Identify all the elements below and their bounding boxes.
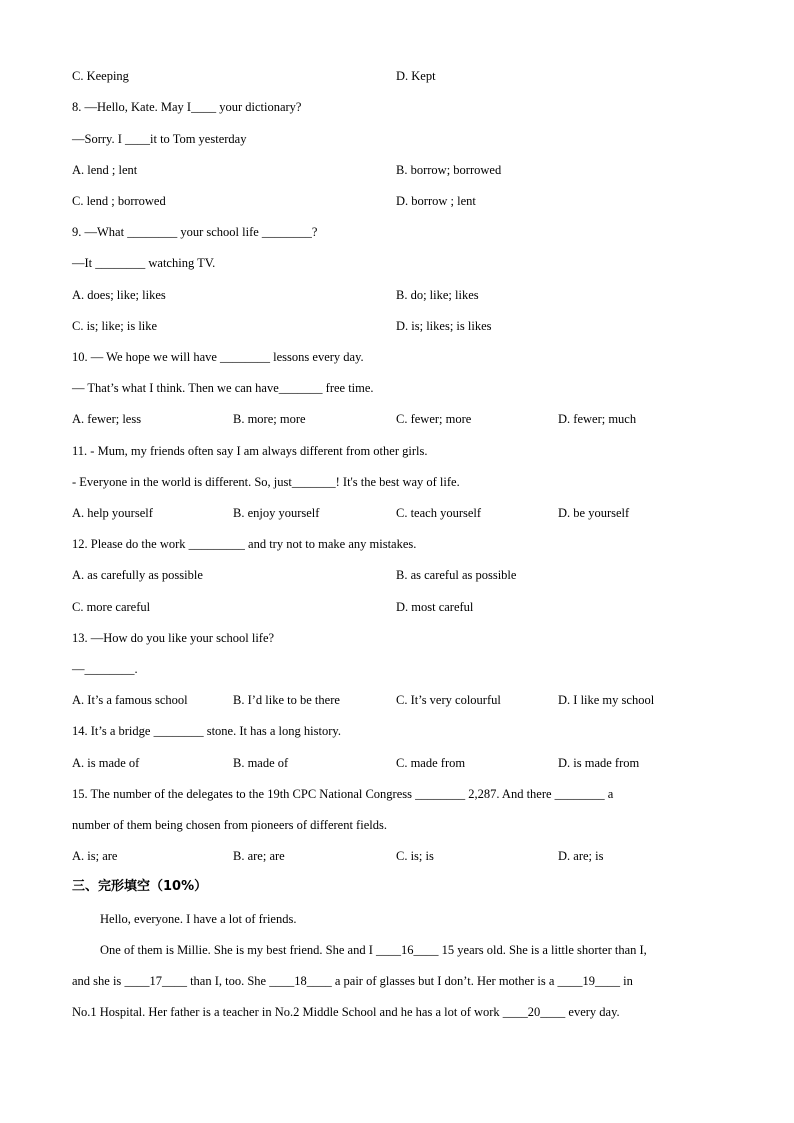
cloze-paragraph-1: Hello, everyone. I have a lot of friends. [100,912,297,926]
q11-option-d: D. be yourself [558,506,630,520]
q11-stem-line2: - Everyone in the world is different. So, just_______! It's the best way of life. [72,475,460,489]
q11-option-b: B. enjoy yourself [233,506,320,520]
cloze-text: and she is [72,974,125,988]
q8-option-b: B. borrow; borrowed [396,163,502,177]
q8-option-c: C. lend ; borrowed [72,194,166,208]
q12-option-d: D. most careful [396,600,474,614]
cloze-paragraph-2-line3 [72,1004,620,1020]
q10-stem-line2: — That’s what I think. Then we can have_______ free time. [72,381,374,395]
q15-option-a: A. is; are [72,849,118,863]
q9-option-a: A. does; like; likes [72,288,166,302]
q10-option-b: B. more; more [233,412,306,426]
q15-option-c: C. is; is [396,849,434,863]
q7-option-d: D. Kept [396,69,436,83]
q9-stem-line1: 9. —What ________ your school life ________? [72,225,318,239]
cloze-text: a pair of glasses but I don’t. Her mother is a [331,974,558,988]
q13-option-b: B. I’d like to be there [233,693,340,707]
q9-stem-line2: —It ________ watching TV. [72,256,216,270]
q10-option-d: D. fewer; much [558,412,637,426]
q13-option-a: A. It’s a famous school [72,693,188,707]
cloze-paragraph-2-line2 [72,973,633,989]
q15-stem-line2: number of them being chosen from pioneers of different fields. [72,818,387,832]
q9-option-d: D. is; likes; is likes [396,319,492,333]
cloze-text: in [620,974,633,988]
q9-option-b: B. do; like; likes [396,288,479,302]
q13-stem-line1: 13. —How do you like your school life? [72,631,275,645]
q15-option-b: B. are; are [233,849,285,863]
q15-stem-line1: 15. The number of the delegates to the 19th CPC National Congress ________ 2,287. And there ________ a [72,787,614,801]
cloze-blank-16[interactable]: ____16____ [376,943,439,957]
q14-option-c: C. made from [396,756,466,770]
cloze-text: than I, too. She [186,974,270,988]
q12-option-a: A. as carefully as possible [72,568,203,582]
section-heading-cloze: 三、完形填空（10%） [72,879,208,894]
q8-option-d: D. borrow ; lent [396,194,476,208]
q13-option-c: C. It’s very colourful [396,693,501,707]
q12-option-b: B. as careful as possible [396,568,517,582]
q12-stem-line1: 12. Please do the work _________ and try not to make any mistakes. [72,537,417,551]
q12-option-c: C. more careful [72,600,151,614]
q11-option-a: A. help yourself [72,506,153,520]
cloze-paragraph-2-line1 [100,942,647,958]
q14-stem-line1: 14. It’s a bridge ________ stone. It has a long history. [72,724,341,738]
cloze-blank-18[interactable]: ____18____ [269,974,332,988]
cloze-blank-17[interactable]: ____17____ [124,974,187,988]
cloze-blank-19[interactable]: ____19____ [557,974,620,988]
cloze-text: 15 years old. She is a little shorter than I, [438,943,647,957]
cloze-blank-20[interactable]: ____20____ [502,1005,566,1019]
q13-option-d: D. I like my school [558,693,655,707]
q9-option-c: C. is; like; is like [72,319,158,333]
q8-option-a: A. lend ; lent [72,163,138,177]
q14-option-d: D. is made from [558,756,640,770]
q8-stem-line2: —Sorry. I ____it to Tom yesterday [72,132,247,146]
q10-option-c: C. fewer; more [396,412,472,426]
q14-option-a: A. is made of [72,756,140,770]
q15-option-d: D. are; is [558,849,604,863]
q8-stem-line1: 8. —Hello, Kate. May I____ your dictionary? [72,100,302,114]
q14-option-b: B. made of [233,756,289,770]
q13-stem-line2: —________. [72,662,138,676]
q10-option-a: A. fewer; less [72,412,142,426]
q11-option-c: C. teach yourself [396,506,482,520]
cloze-text: every day. [565,1005,620,1019]
q7-option-c: C. Keeping [72,69,129,83]
q10-stem-line1: 10. — We hope we will have ________ lessons every day. [72,350,364,364]
q11-stem-line1: 11. - Mum, my friends often say I am always different from other girls. [72,444,428,458]
cloze-text: One of them is Millie. She is my best friend. She and I [100,943,377,957]
cloze-text: No.1 Hospital. Her father is a teacher in No.2 Middle School and he has a lot of work [72,1005,503,1019]
